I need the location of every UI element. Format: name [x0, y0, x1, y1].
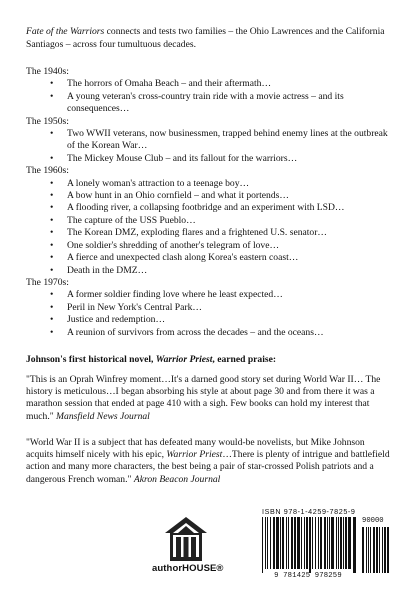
praise-heading-suffix: , earned praise:	[212, 354, 277, 365]
list-item: • A fierce and unexpected clash along Korea's eastern coast…	[50, 252, 392, 264]
quote-text-after: …There is plenty of intrigue and battlefield action and many more characters, the best being a pair of star-crossed Polish patriots and a dangerous French woman."	[26, 449, 390, 485]
decade-title: The 1940s:	[26, 66, 69, 77]
barcode-area	[258, 507, 394, 583]
praise-heading-prefix: Johnson's first historical novel,	[26, 354, 156, 365]
decade-title: The 1970s:	[26, 276, 69, 288]
intro-text: connects and tests two families – the Ohio Lawrences and the California Santiagos – across four tumultuous decades.	[26, 26, 385, 50]
quote-book-title: Warrior Priest	[166, 449, 223, 461]
isbn-text: ISBN 978-1-4259-7825-9	[262, 507, 356, 516]
list-item: • A flooding river, a collapsing footbridge and an experiment with LSD…	[50, 202, 392, 214]
decade-list	[26, 289, 392, 339]
addon-digits: 90000	[362, 517, 384, 525]
list-item: • A young veteran's cross-country train ride with a movie actress – and its consequences…	[50, 91, 392, 116]
publisher-name: authorHOUSE®	[152, 563, 224, 574]
list-item: • A bow hunt in an Ohio cornfield – and what it portends…	[50, 190, 392, 202]
intro-paragraph	[26, 26, 392, 51]
list-item: • A lonely woman's attraction to a teenage boy…	[50, 178, 392, 190]
list-item: • The Mickey Mouse Club – and its fallout for the warriors…	[50, 153, 392, 165]
barcode-icon	[258, 517, 394, 573]
decade-list	[26, 78, 392, 115]
review-quote-2	[26, 437, 394, 486]
list-item: • Two WWII veterans, now businessmen, trapped behind enemy lines at the outbreak of the Korean War…	[50, 128, 392, 153]
list-item: • A reunion of survivors from across the decades – and the oceans…	[50, 327, 392, 339]
list-item: • The Korean DMZ, exploding flares and a frightened U.S. senator…	[50, 227, 392, 239]
review-quote-1	[26, 374, 394, 423]
list-item: • Justice and redemption…	[50, 314, 392, 326]
list-item: • Peril in New York's Central Park…	[50, 302, 392, 314]
praise-heading-book-title: Warrior Priest	[155, 354, 213, 365]
decade-list	[26, 178, 392, 277]
ean-digits: 9 781425 978259	[274, 572, 342, 580]
list-item: • The horrors of Omaha Beach – and their aftermath…	[50, 78, 392, 90]
quote-source: Mansfield News Journal	[56, 410, 150, 422]
publisher-logo	[152, 516, 224, 586]
list-item: • The capture of the USS Pueblo…	[50, 215, 392, 227]
quote-source: Akron Beacon Journal	[133, 473, 221, 485]
decade-title: The 1950s:	[26, 115, 69, 127]
decade-title: The 1960s:	[26, 165, 69, 177]
decades-section	[26, 66, 392, 339]
quote-text-before: "World War II is a subject that has defeated many would-be novelists, but Mike Johnson acquits himself nicely with his epic,	[26, 437, 365, 461]
authorhouse-house-logo-icon	[164, 516, 208, 562]
praise-heading	[26, 354, 392, 365]
list-item: • A former soldier finding love where he least expected…	[50, 289, 392, 301]
intro-book-title: Fate of the Warriors	[26, 26, 105, 37]
quote-text: "This is an Oprah Winfrey moment…It's a darned good story set during World War II… The history is meticulous…I began absorbing his style at about page 30 and from there it was a marathon session that ended at page 410 with a sigh. Few books can hold my interest that much."	[26, 374, 381, 422]
list-item: • One soldier's shredding of another's telegram of love…	[50, 240, 392, 252]
list-item: • Death in the DMZ…	[50, 265, 392, 277]
decade-list	[26, 128, 392, 165]
